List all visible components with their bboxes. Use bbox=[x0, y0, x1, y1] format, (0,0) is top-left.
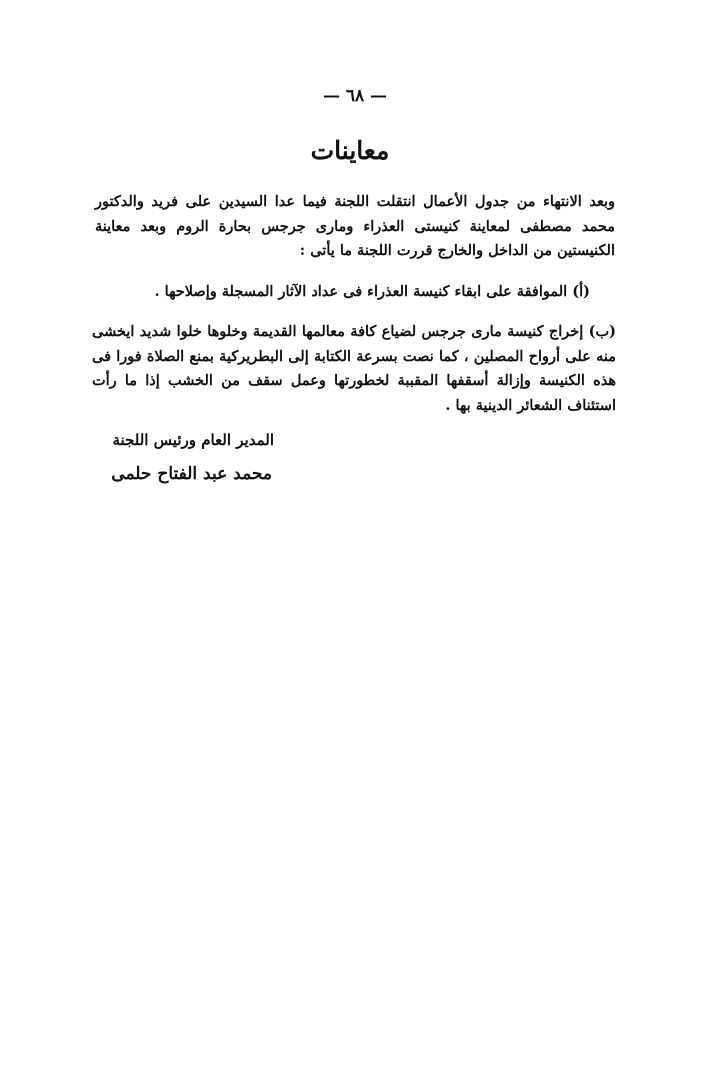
intro-paragraph: وبعد الانتهاء من جدول الأعمال انتقلت اللجنة فيما عدا السيدين على فريد والدكتور محمد مصطفى لمعاينة كنيستى العذراء ومارى جرجس بحارة الروم وبعد معاينة الكنيستين من الداخل والخارج قررت اللجنة ما يأتى : bbox=[95, 193, 615, 259]
signatory-name: محمد عبد الفتاح حلمى bbox=[111, 464, 272, 484]
decision-item-b: (ب) إخراج كنيسة مارى جرجس لضياع كافة معالمها القديمة وخلوها خلوا شديد ايخشى منه على أرواح المصلين ، كما نصت بسرعة الكتابة إلى البطريركية بمنع الصلاة فورا فى هذه الكنيسة وإزالة أسقفها المقببة لخطورتها وعمل سقف من الخشب إذا ما رأت استئناف الشعائر الدينية بها . bbox=[92, 323, 616, 414]
page-number: — ٦٨ — bbox=[322, 86, 388, 106]
decision-item-a: (أ) الموافقة على ابقاء كنيسة العذراء فى عداد الآثار المسجلة وإصلاحها . bbox=[154, 283, 590, 300]
section-heading: معاينات bbox=[310, 136, 390, 165]
signatory-title: المدير العام ورئيس اللجنة bbox=[112, 431, 274, 449]
